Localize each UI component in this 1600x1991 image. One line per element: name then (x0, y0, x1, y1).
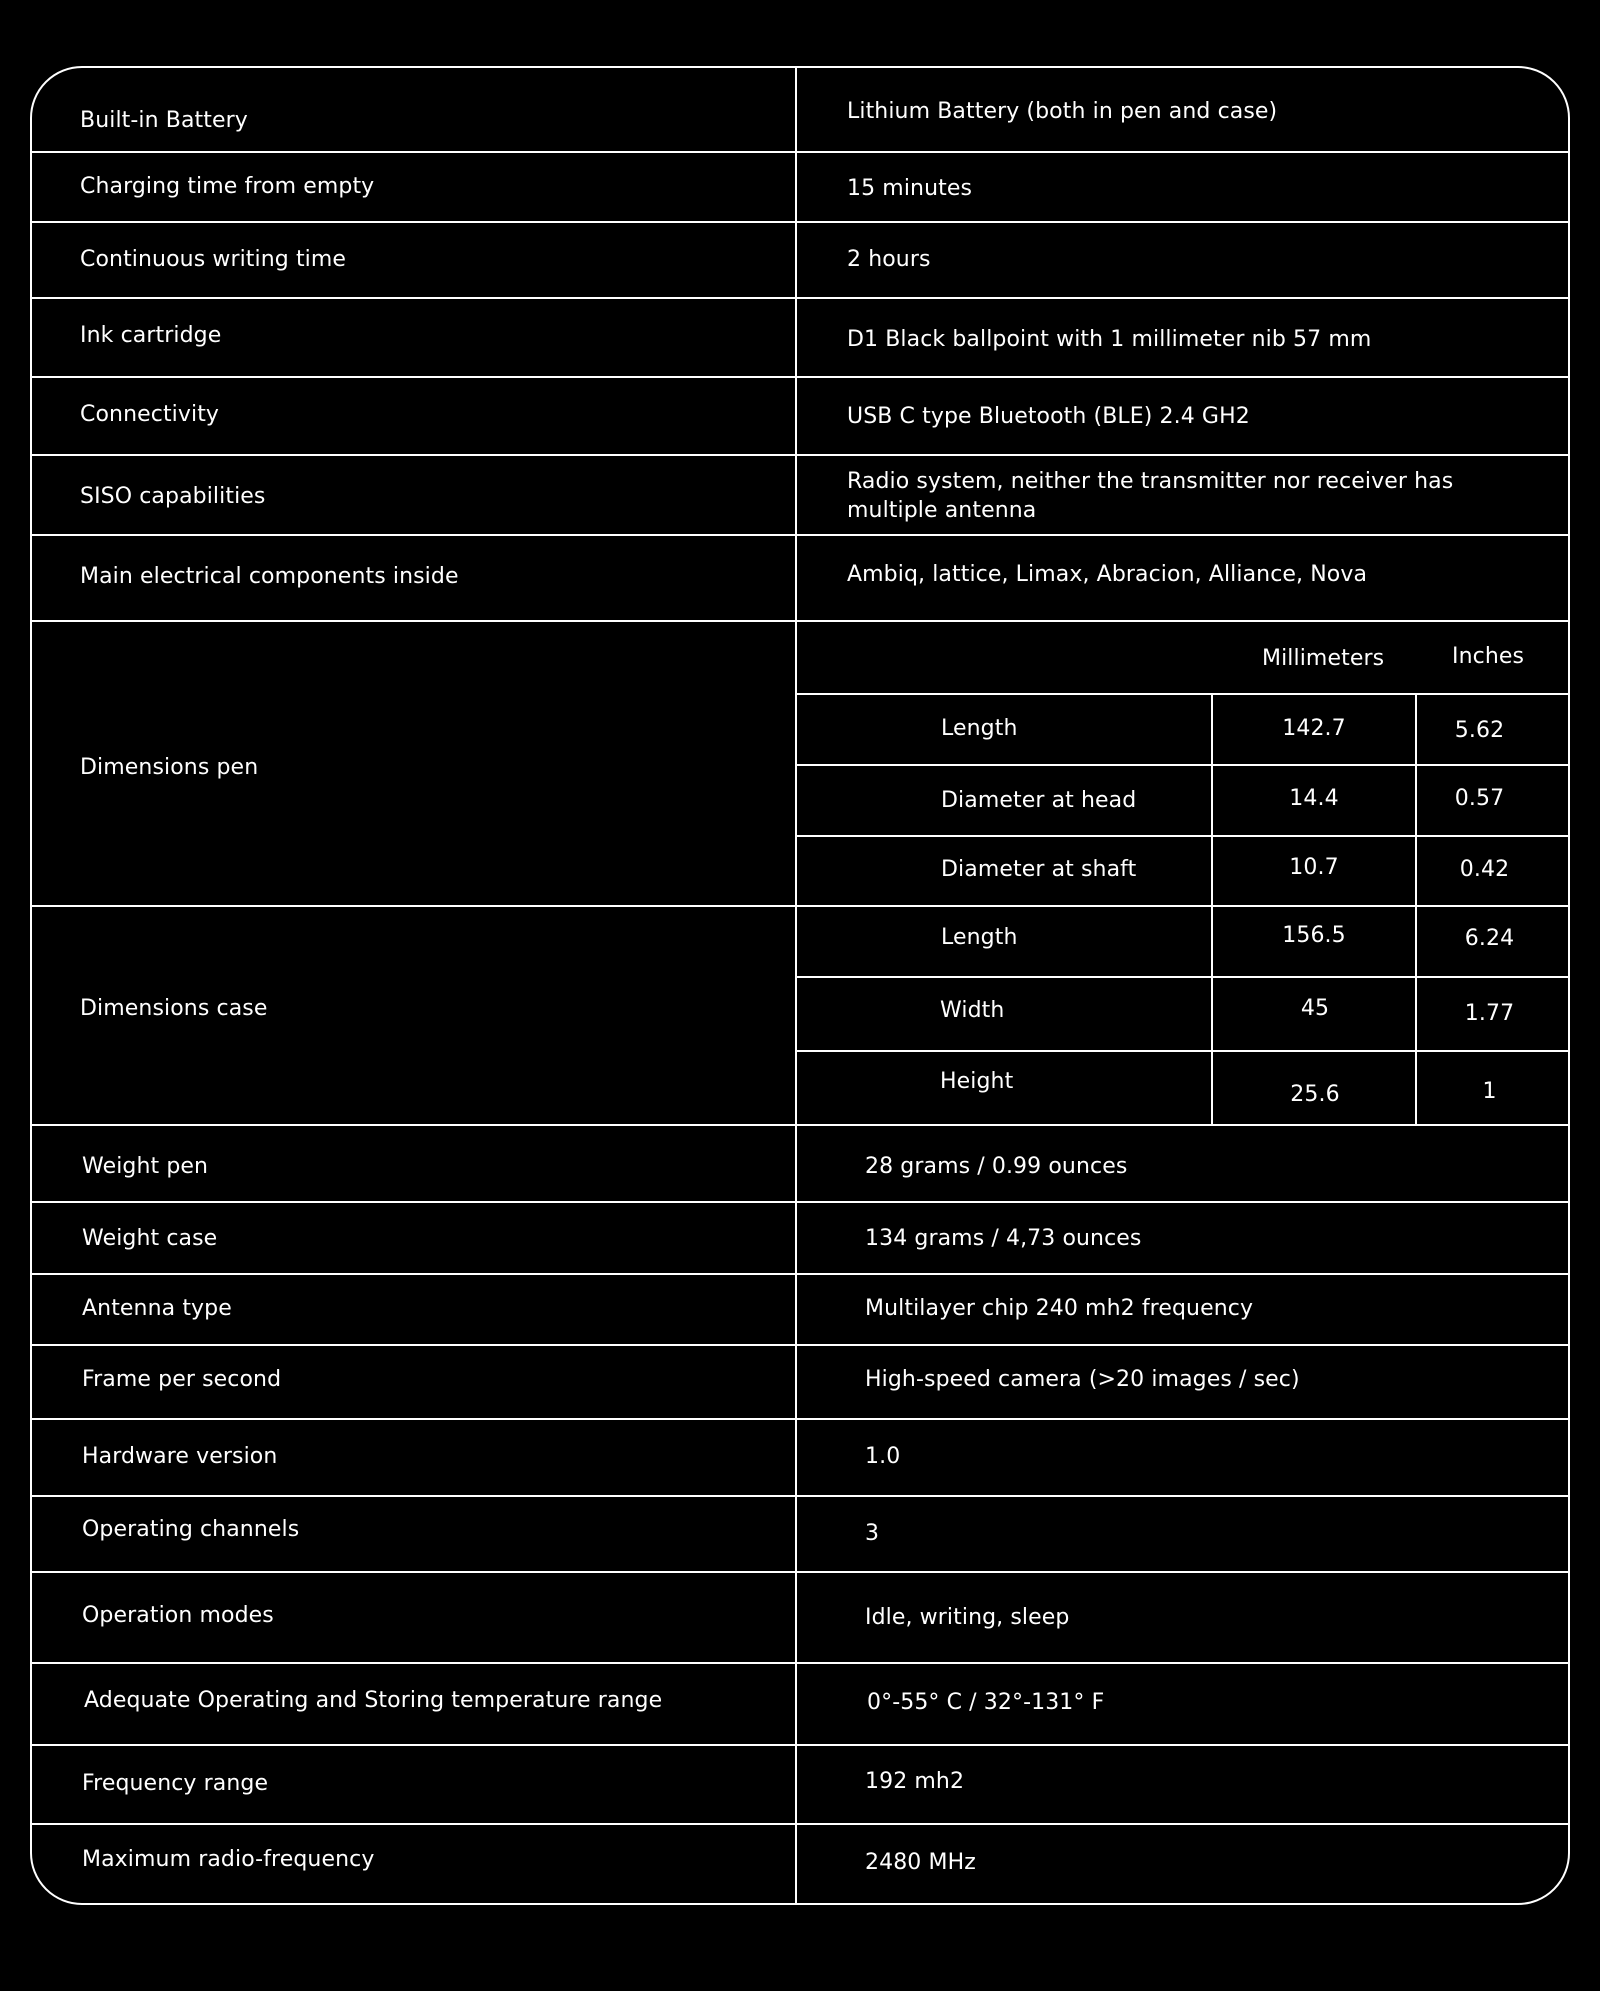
dimension-name: Width (940, 998, 1005, 1023)
dimension-name: Diameter at shaft (941, 857, 1137, 882)
dimension-name: Diameter at head (941, 788, 1137, 813)
dimensions-header-in: Inches (1452, 644, 1525, 669)
dimension-mm: 156.5 (1282, 923, 1346, 948)
dimension-name: Height (940, 1069, 1014, 1094)
row-divider (32, 905, 1570, 907)
spec-table (30, 66, 1570, 1905)
dimensions-case-label: Dimensions case (80, 996, 268, 1021)
dimension-in: 5.62 (1454, 718, 1505, 743)
dimensions-divider (796, 764, 1570, 766)
row-label-components: Main electrical components inside (80, 564, 459, 589)
row-label-antenna-type: Antenna type (82, 1296, 232, 1321)
dimensions-divider (796, 835, 1570, 837)
row-divider (32, 620, 1570, 622)
dimension-name: Length (941, 716, 1018, 741)
dimension-in: 0.42 (1459, 857, 1510, 882)
row-divider (32, 1124, 1570, 1126)
row-divider (32, 1495, 1570, 1497)
column-divider (795, 68, 797, 1903)
row-label-frame-per-second: Frame per second (82, 1367, 282, 1392)
dimension-mm: 45 (1300, 996, 1330, 1021)
row-value-charging-time: 15 minutes (847, 176, 973, 201)
row-divider (32, 1662, 1570, 1664)
row-divider (32, 1273, 1570, 1275)
row-divider (32, 454, 1570, 456)
row-value-ink-cartridge: D1 Black ballpoint with 1 millimeter nib 57 mm (847, 327, 1372, 352)
dimension-mm: 25.6 (1290, 1082, 1340, 1107)
dimension-name: Length (941, 925, 1018, 950)
row-value-built-in-battery: Lithium Battery (both in pen and case) (847, 99, 1278, 124)
row-divider (32, 1744, 1570, 1746)
dimension-in: 1 (1482, 1079, 1497, 1104)
dimensions-pen-label: Dimensions pen (80, 755, 259, 780)
row-label-temperature-range: Adequate Operating and Storing temperature range (84, 1688, 663, 1713)
row-divider (32, 1823, 1570, 1825)
row-divider (32, 297, 1570, 299)
dimensions-column-divider (1211, 693, 1213, 1124)
row-value-siso: Radio system, neither the transmitter nor receiver has multiple antenna (847, 469, 1454, 523)
row-label-connectivity: Connectivity (80, 402, 220, 427)
dimensions-divider (796, 976, 1570, 978)
row-value-weight-case: 134 grams / 4,73 ounces (865, 1226, 1142, 1251)
row-label-charging-time: Charging time from empty (80, 174, 375, 199)
row-label-siso: SISO capabilities (80, 484, 266, 509)
dimensions-divider (796, 693, 1570, 695)
row-value-connectivity: USB C type Bluetooth (BLE) 2.4 GH2 (847, 404, 1250, 429)
row-divider (32, 1418, 1570, 1420)
row-divider (32, 1571, 1570, 1573)
row-divider (32, 1344, 1570, 1346)
row-label-built-in-battery: Built-in Battery (80, 108, 248, 133)
dimension-mm: 14.4 (1289, 786, 1339, 811)
row-value-temperature-range: 0°-55° C / 32°-131° F (867, 1690, 1105, 1715)
row-label-frequency-range: Frequency range (82, 1771, 269, 1796)
row-value-operation-modes: Idle, writing, sleep (865, 1605, 1070, 1630)
row-label-weight-case: Weight case (82, 1226, 218, 1251)
row-divider (32, 376, 1570, 378)
dimension-mm: 10.7 (1289, 855, 1339, 880)
row-value-writing-time: 2 hours (847, 247, 931, 272)
row-label-ink-cartridge: Ink cartridge (80, 323, 222, 348)
row-divider (32, 1201, 1570, 1203)
dimension-in: 1.77 (1464, 1001, 1515, 1026)
row-value-hardware-version: 1.0 (865, 1444, 901, 1469)
row-label-operating-channels: Operating channels (82, 1517, 300, 1542)
dimensions-divider (796, 1050, 1570, 1052)
row-value-max-radio-frequency: 2480 MHz (865, 1850, 976, 1875)
row-label-writing-time: Continuous writing time (80, 247, 347, 272)
row-value-frame-per-second: High-speed camera (>20 images / sec) (865, 1367, 1300, 1392)
dimension-in: 6.24 (1464, 926, 1515, 951)
row-divider (32, 151, 1570, 153)
row-label-operation-modes: Operation modes (82, 1603, 274, 1628)
row-divider (32, 221, 1570, 223)
row-value-antenna-type: Multilayer chip 240 mh2 frequency (865, 1296, 1254, 1321)
row-label-max-radio-frequency: Maximum radio-frequency (82, 1847, 375, 1872)
row-value-frequency-range: 192 mh2 (865, 1769, 965, 1794)
dimensions-column-divider (1415, 693, 1417, 1124)
row-value-operating-channels: 3 (865, 1521, 880, 1546)
row-value-weight-pen: 28 grams / 0.99 ounces (865, 1154, 1128, 1179)
dimension-in: 0.57 (1454, 786, 1505, 811)
row-label-weight-pen: Weight pen (82, 1154, 209, 1179)
row-value-components: Ambiq, lattice, Limax, Abracion, Alliance, Nova (847, 562, 1368, 587)
dimension-mm: 142.7 (1282, 716, 1346, 741)
row-label-hardware-version: Hardware version (82, 1444, 278, 1469)
dimensions-header-mm: Millimeters (1262, 646, 1385, 671)
row-divider (32, 534, 1570, 536)
